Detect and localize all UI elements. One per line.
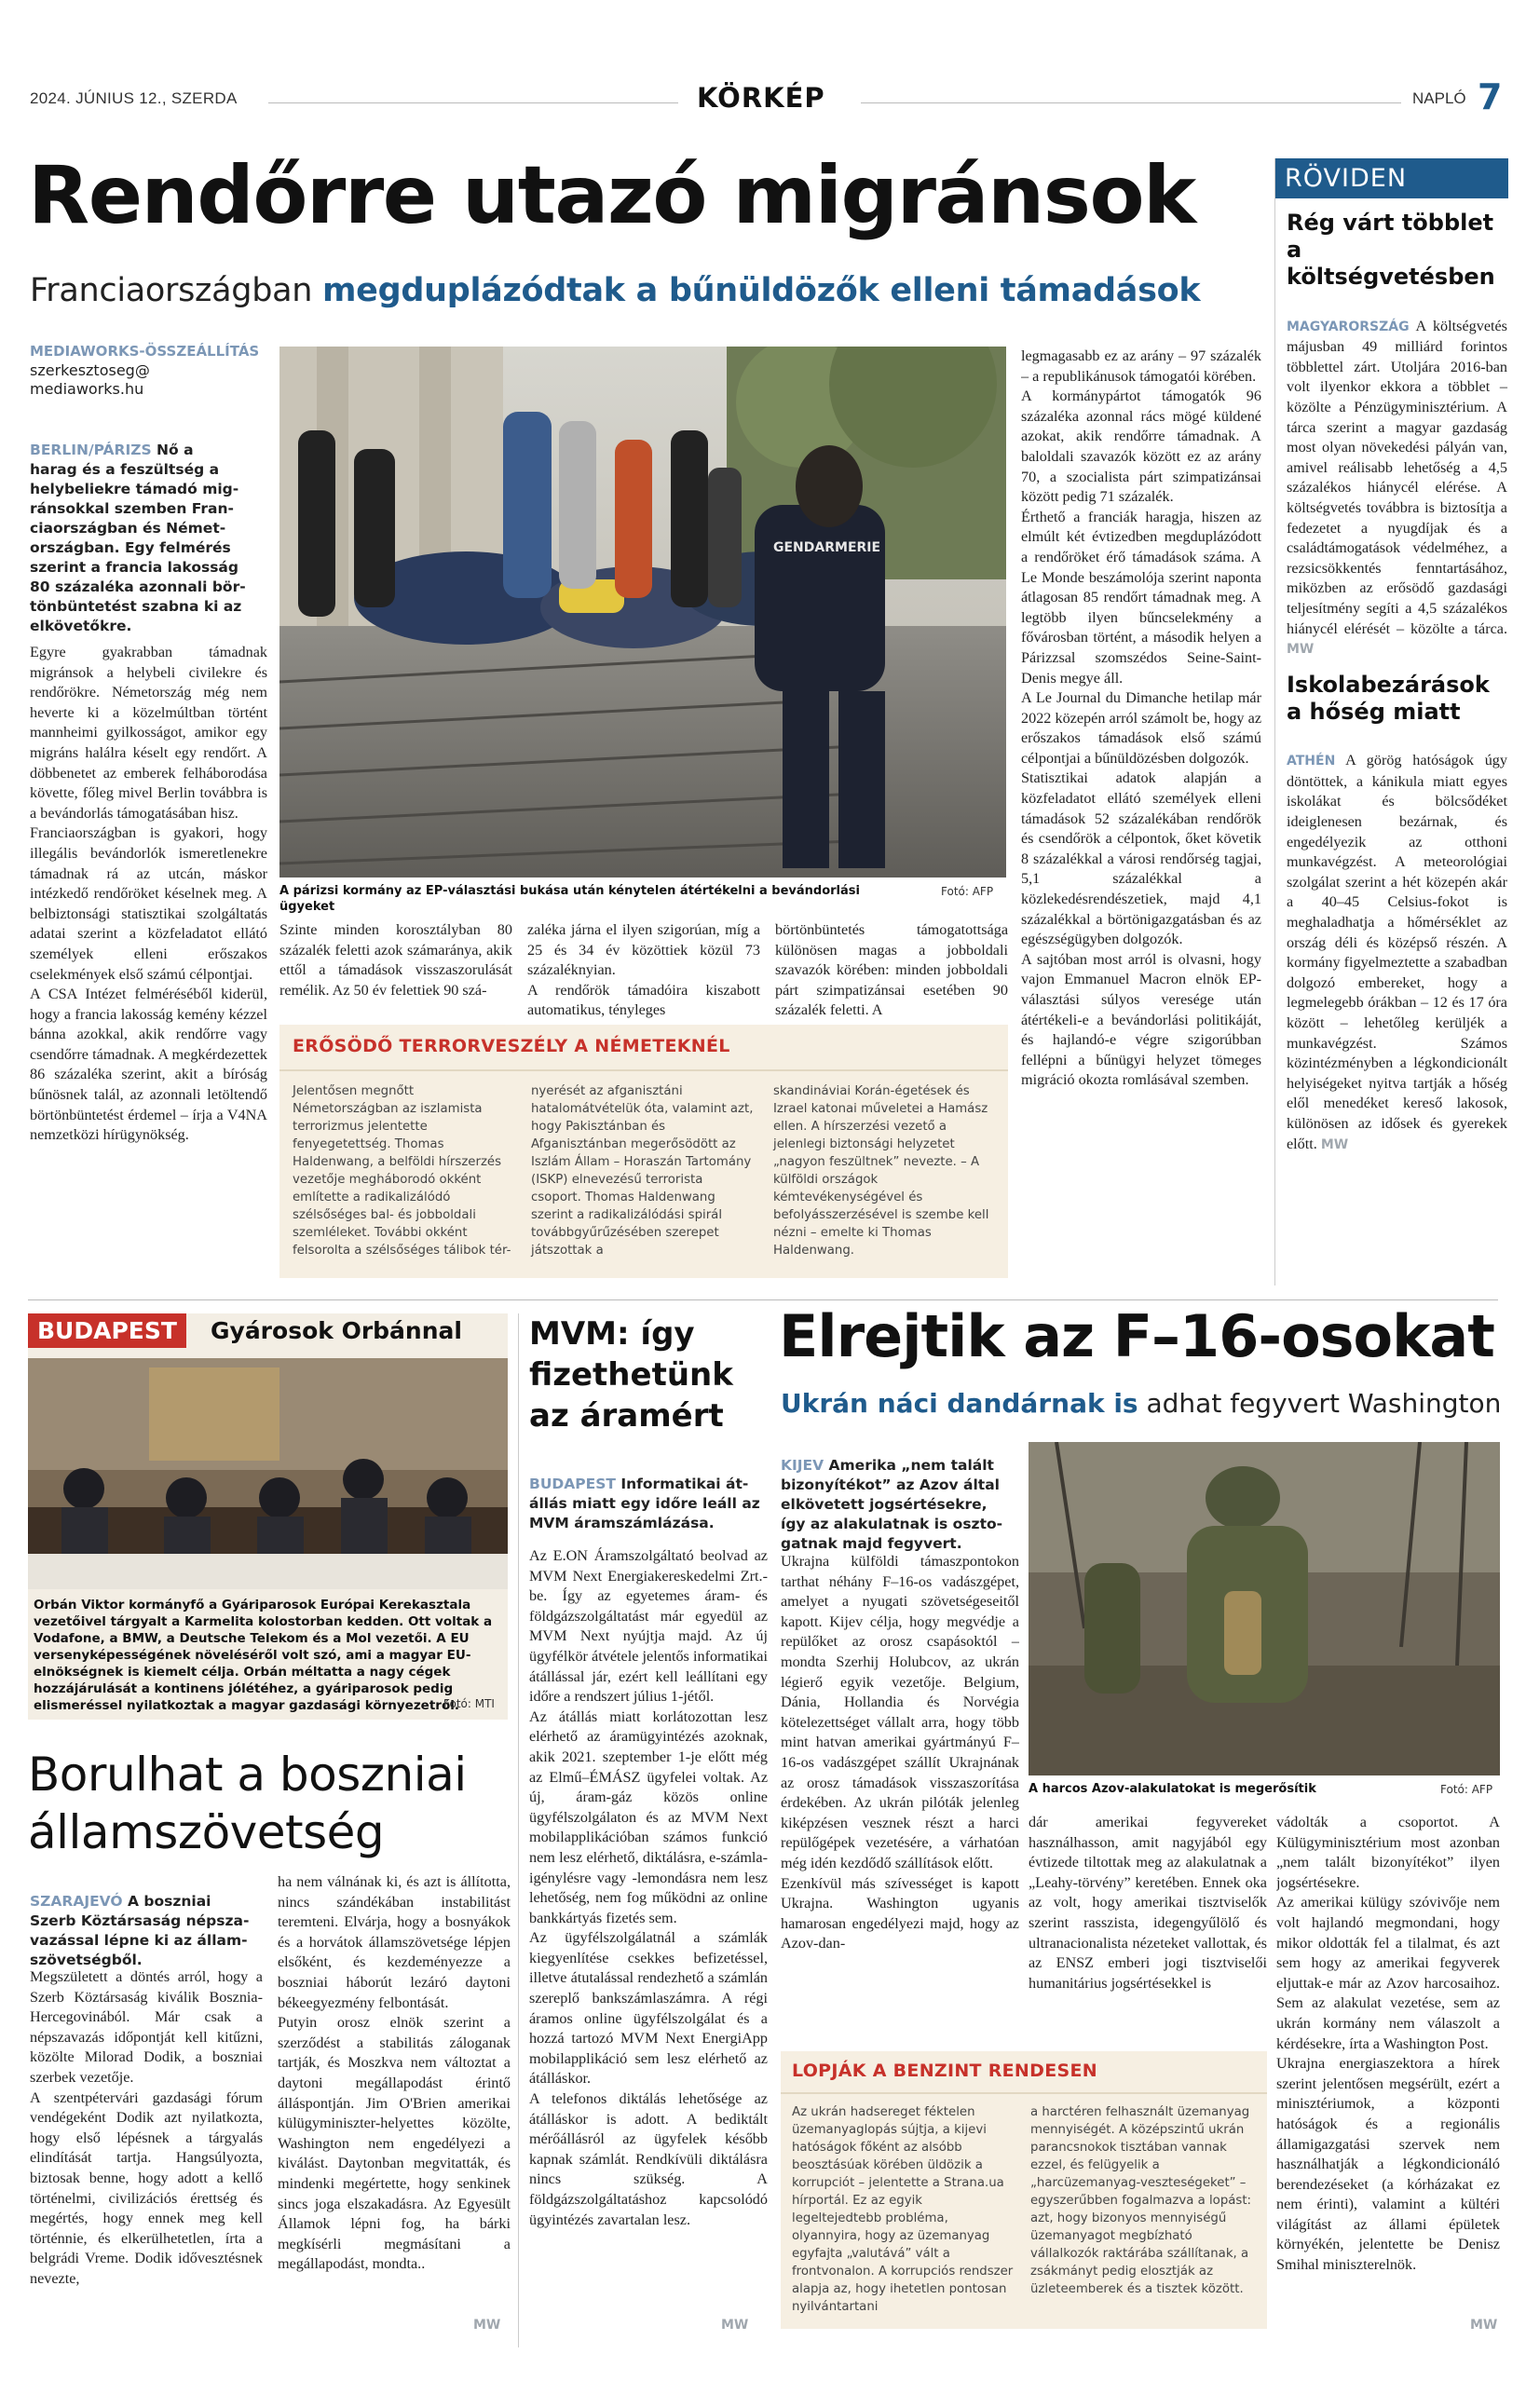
budapest-credit: Fotó: MTI — [443, 1697, 495, 1710]
budapest-title: Gyárosok Orbánnal — [211, 1317, 462, 1344]
header-date: 2024. JÚNIUS 12., SZERDA — [30, 89, 238, 107]
main-lead — [30, 421, 267, 636]
f16-lead — [781, 1436, 1018, 1554]
budapest-caption: Orbán Viktor kormányfő a Gyáriparosok Európai Kerekasztala vezetőivel tárgyalt a Karmelita kolostorban kedden. Ott voltak a Vodafone, a BMW, a Deutsche Telekom és a Mol vezetői. A EU versenyképességének növeléséről volt szó, ami a magyar EU-elnökségnek is kiemelt célja. Orbán méltatta a nagy cégek hozzájárulását a kontinens jólétéhez, a gyáriparosok pedig elismeréssel nyilatkoztak a magyar gazdasági környezetről. — [34, 1598, 493, 1713]
fuel-box-col2: a harctéren felhasznált üzemanyag mennyiségét. A középszintű ukrán parancsnokok tisztában vannak ezzel, és felügyelik a „harcüzemanyag-veszteségeket” – egyszerűbben fogalmazva a lopást: azt, hogy bizonyos mennyiségű üzemanyagot megbízható vállalkozók raktárába szállítanak, a zsákmányt pedig elosztják az üzleteemberek és a tisztek között. — [1030, 2105, 1252, 2296]
roviden-head-1: Rég várt többlet a költségvetésben — [1287, 210, 1495, 290]
main-subtitle-blue: megduplázódtak a bűnüldözők elleni támadások — [321, 272, 1201, 309]
f16-dateline: KIJEV — [781, 1457, 824, 1474]
bosnia-title: Borulhat a boszniai államszövetség — [28, 1748, 467, 1859]
mvm-body: Az E.ON Áramszolgáltató beolvad az MVM Next Energiakereskedelmi Zrt.-be. Így az egyetemes áram- és földgázszolgáltatást már egyedül az MVM Next nyújtja majd. Az új ügyfélkör átvétele jelentős informatikai átállással jár, ezért kell leállítani egy időre a rendszert július 1-jétől. Az átállás miatt korlátozottan lesz elérhető az áramügyintézés azoknak, akik 2021. szeptember 1-je előtt még az Elmű–ÉMÁSZ ügyfelei voltak. Az új, áram-gáz közös online ügyfélszolgálaton és az MVM Next mobilapplikációban számos funkció nem lesz elérhető, diktálásra, e-számla-igénylésre vagy -lemondásra nem lesz lehetőség, nem fog működni az online bankkártyás fizetés sem. Az ügyfélszolgálatnál a számlák kiegyenlítése csekkes befizetéssel, illetve átutalással rendezhető a számlán szereplő bankszámlaszámra. A régi áramos online ügyfélszolgálat és a hozzá tartozó MVM Next EnergiApp mobilapplikáció sem lesz elérhető az átálláskor. A telefonos diktálás lehetősége az átálláskor is adott. A bediktált mérőállásról az ügyfelek később kapnak számlát. Rendkívüli diktálásra nincs szükség. A földgázszolgáltatáshoz kapcsolódó ügyintézés zavartalan lesz. — [529, 1547, 768, 2228]
f16-subtitle-blue: Ukrán náci dandárnak is — [781, 1388, 1138, 1419]
bosnia-dateline: SZARAJEVÓ — [30, 1893, 123, 1910]
f16-subtitle — [781, 1388, 1501, 1419]
lead-text: Nő a harag és a feszültség a helybeliekre támadó mig- ránsokkal szemben Fran- ciaországban és Német- országban. Egy felmérés szerint a francia lakosság 80 százaléka azonnali bör- tönbüntetést szabna ki az elkövetőkre. — [30, 442, 246, 634]
f16-col-2: dár amerikai fegyvereket használhasson, amit nagyjából egy évtizede tiltottak meg az alakulatnak a „Leahy-törvény” keretében. Ennek oka az volt, hogy amerikai tisztviselők szerint rasszista, idegengyűlölő és ultranacionalista nézeteket vallottak, és az ENSZ emberi jogi tisztviselői humanitárius jogsértésekkel is — [1029, 1814, 1267, 1992]
main-headline: Rendőrre utazó migránsok — [28, 149, 1195, 242]
mvm-title: MVM: így fizethetünk az áramért — [529, 1315, 733, 1435]
terror-box-rule — [279, 1069, 1008, 1071]
page-number: 7 — [1478, 76, 1503, 117]
main-photo-caption: A párizsi kormány az EP-választási bukása után kénytelen átértékelni a bevándorlási ügyeket — [279, 884, 860, 914]
mvm-mw: MW — [721, 2318, 749, 2333]
mvm-divider — [518, 1313, 519, 2347]
terror-box-col2: nyerését az afganisztáni hatalomátvételük óta, valamint azt, hogy Pakisztánban és Afganisztánban megerősödött az Iszlám Állam – Horaszán Tartomány (ISKP) elnevezésű terrorista csoport. Thomas Haldenwang szerint a radikalizálódási spirál továbbgyűrűzésében szerepet játszottak a — [531, 1084, 754, 1258]
bosnia-col-2: ha nem válnának ki, és azt is állította, nincs szándékában instabilitást teremteni. Elvárja, hogy a bosnyákok és a horvátok államszövetsége lépjen elsőként, és kezdeményezze a boszniai háborút lezáró daytoni békeegyezmény felbontását. Putyin orosz elnök szerint a szerződést a stabilitás záloganak tartják, és Moszkva nem változtat a daytoni megállapodást érintő álláspontján. Jim O'Brien amerikai külügyminiszter-helyettes közölte, Washington nem engedélyezi a kiválást. Daytonban megvitatták, és mindenki megértette, hogy senkinek sincs joga elszakadásra. Az Egyesült Államok lépni fog, ha bárki megkísérli megmásítani a megállapodást, mondta.. — [278, 1873, 511, 2273]
bosnia-mw: MW — [473, 2318, 501, 2333]
header-rule-right — [861, 102, 1401, 103]
paper-name: NAPLÓ — [1412, 89, 1466, 107]
roviden-body-1: A költségvetés májusban 49 milliárd forintos többlettel zárt. Utoljára 2016-ban volt ilyenkor ekkora a többlet – közölte a Pénzügyminisztérium. A tárca szerint a magyar gazdaság most olyan növekedési pályán van, amivel reálisabb lehetőség a 4,5 százalékos hiánycél elérése. A költségvetés továbbra is biztosítja a fedezetet a nyugdíjak és a családtámogatások védelméhez, a rezsicsökkentés fenntartásához, miközben az erősödő gazdasági teljesítmény segíti a 4,5 százalékos hiánycél elérését – közölte a tárca. — [1287, 317, 1507, 637]
main-photo-credit: Fotó: AFP — [941, 885, 994, 898]
f16-photo — [1029, 1442, 1500, 1775]
terror-box-head: ERŐSÖDŐ TERRORVESZÉLY A NÉMETEKNÉL — [293, 1036, 730, 1056]
gendarmerie-label: GENDARMERIE — [773, 540, 881, 555]
budapest-box — [28, 1313, 508, 1720]
fuel-box — [781, 2051, 1267, 2329]
main-col-2: Szinte minden korosztályban 80 százalék feletti azok számaránya, akik ettől a támadások visszaszorulását remélik. Az 50 év felettiek 90 szá- — [279, 921, 512, 999]
f16-lead-text: Amerika „nem talált bizonyítékot” az Azov által elkövetett jogsértésekre, így az alakulatnak is oszto- gatnak majd fegyvert. — [781, 1457, 1003, 1552]
main-col-1: Egyre gyakrabban támadnak migránsok a helybeli civilekre és rendőrökre. Németország még nem heverte ki a közelmúltban történt mannheimi gyilkosságot, amikor egy migráns halálra késelt egy rendőrt. A döbbenetet az emberek felháborodása követte, főleg mivel Berlin továbbra is a bevándorlás támogatásában hisz. Franciaországban is gyakori, hogy illegális bevándorlók ismeretlenekre támadnak rá az utcán, máskor intézkedő rendőröket késelnek meg. A belbiztonsági statisztikai szolgáltatás adatai szerint a közfeladatot ellátó személyek elleni erőszakos cselekmények első számú célpontjai. A CSA Intézet felméréséből kiderül, hogy a francia lakosság kemény kézzel bánna azokkal, akik rendőrre vagy csendőrre támadnak. A megkérdezettek 86 százaléka szerint, akit a bíróság bűnösnek talál, az azonnali letöltendő börtönbüntetést érdemel – írja a V4NA nemzetközi hírügynökség. — [30, 644, 267, 1144]
f16-photo-caption: A harcos Azov-alakulatokat is megerősítik — [1029, 1782, 1316, 1796]
byline-name: MEDIAWORKS-ÖSSZEÁLLÍTÁS — [30, 343, 260, 360]
azov-soldier-photo — [1029, 1442, 1500, 1775]
roviden-mw-2: MW — [1320, 1136, 1349, 1152]
roviden-sidebar — [1274, 158, 1507, 1286]
header-rule-left — [268, 102, 678, 103]
fuel-box-col1: Az ukrán hadsereget féktelen üzemanyaglopás sújtja, a kijevi hatóságok főként az alsóbb beosztásúak körében üldözik a korrupciót – jelentette a Strana.ua hírportál. Ez az egyik legeltejedtebb probléma, olyannyira, hogy az üzemanyag egyfajta „valutává” vált a frontvonalon. A korrupciós rendszer alapja az, hogy ihetetlen pontosan nyilvántartani — [792, 2105, 1014, 2314]
roviden-head-2: Iskolabezárások a hőség miatt — [1287, 671, 1490, 725]
migrants-police-photo — [279, 347, 1006, 877]
budapest-photo — [28, 1358, 508, 1589]
f16-col-1: Ukrajna külföldi támaszpontokon tarthat néhány F–16-os vadászgépet, amelyet a nyugati szövetségeseitől kapott. Kijev célja, hogy megvédje a repülőket az orosz csapásoktól – mondta Szerhij Holubcov, az ukrán légierő egyik vezetője. Belgium, Dánia, Hollandia és Norvégia kötelezettséget vállalt arra, hogy több mint hatvan amerikai gyártmányú F–16-os vadászgépet szállít Ukrajnának az orosz támadások visszaszorítása érdekében. Az ukrán pilóták jelenleg kiképzésen vesznek részt a harci repülőgépek vezetésére, a várhatóan még idén kezdődő szállítások előtt. Ezenkívül más szívességet is kapott Ukrajna. Washington ugyanis hamarosan engedélyezi majd, hogy az Azov-dan- — [781, 1553, 1019, 1952]
meeting-photo — [28, 1358, 508, 1589]
roviden-text-2 — [1287, 731, 1507, 1155]
main-col-4: börtönbüntetés támogatottsága különösen magas a jobboldali szavazók körében: minden jobboldali párt szimpatizánsai esetében 90 százalék feletti. A — [775, 921, 1008, 1019]
terror-box-col1: Jelentősen megnőtt Németországban az iszlamista terrorizmus jelentette fenyegetettség. Thomas Haldenwang, a belföldi hírszerzés vezetője megháborodó okként említette a radikalizálódó szélsőséges bal- és jobboldali szemléleket. További okként felsorolta a szélsőséges tálibok tér- — [293, 1084, 511, 1258]
f16-col-3: vádolták a csoportot. A Külügyminisztérium most azonban „nem talált bizonyítékot” ilyen jogsértésekre. Az amerikai külügy szóvivője nem volt hajlandó megmondani, hogy mikor oldották fel a tilalmat, és azt sem hogy az amerikai fegyverek eljuttak-e már az Azov harcosaihoz. Sem az alakulat vezetése, sem az ukrán kormány nem válaszolt a kérdésekre, írta a Washington Post. Ukrajna energiaszektora a hírek szerint jelentősen megsérült, ezért a minisztériumok, a központi hatóságok és a regionális államigazgatási szervek nem használhatják a légkondicionáló berendezéseket (a kórházakat ez nem érinti), valamint a kültéri világítást az állami épületek környékén, jelentette be Denisz Smihal miniszterelnök. — [1276, 1814, 1500, 2274]
roviden-text-1 — [1287, 296, 1507, 660]
f16-mw: MW — [1470, 2318, 1498, 2333]
f16-photo-credit: Fotó: AFP — [1440, 1783, 1493, 1796]
terror-box — [279, 1025, 1008, 1278]
main-subtitle — [30, 272, 1200, 309]
fuel-box-rule — [781, 2092, 1267, 2094]
bosnia-col-1: Megszületett a döntés arról, hogy a Szerb Köztársaság kiválik Bosznia-Hercegovinából. Már csak a népszavazás időpontját kell kitűzni, közölte Milorad Dodik, a boszniai szerbek vezetője. A szentpétervári gazdasági fórum vendégeként Dodik azt nyilatkozta, hogy első lépésnek a tárgyalás elindítását tartja. Hangsúlyozta, biztosak benne, hogy adott a kellő történelmi, civilizációs érettség és megértés, hogy ennek meg kell történnie, és elkerülhetetlen, írta a belgrádi Vreme. Dodik idővesztésnek nevezte, — [30, 1968, 263, 2287]
terror-box-col3: skandináviai Korán-égetések és Izrael katonai műveletei a Hamász ellen. A hírszerzési vezető a jelenlegi biztonsági helyzetet „nagyon feszültnek” nevezte. – A külföldi országok kémtevékenységével és befolyásszerzésével is szembe kell nézni – emelte ki Thomas Haldenwang. — [773, 1084, 989, 1258]
section-label: KÖRKÉP — [697, 82, 825, 114]
main-col-5: legmagasabb ez az arány – 97 százalék – a republikánusok támogatói körében. A kormánypártot támogatók 96 százaléka azonnal rács mögé küldené azokat, akik rendőrre támadnak. A baloldali szavazók között ez az arány 70, a szocialista párt szimpatizánsai között pedig 71 százalék. Érthető a franciák haragja, hiszen az elmúlt két évtizedben megduplázódott a rendőröket érő támadások száma. A Le Monde beszámolója szerint naponta átlagosan 85 rendőrt támadnak meg. A legtöbb ilyen bűncselekmény a fővárosban történt, a második helyen a Párizzsal szomszédos Seine-Saint-Denis megye áll. A Le Journal du Dimanche hetilap már 2022 közepén arról számolt be, hogy az erőszakos támadások első számú célpontjai a bűnüldözésben dolgozók. Statisztikai adatok alapján a közfeladatot ellátó személyek elleni támadások 52 százalékában rendőrök és csendőrök a célpontok, őket követik 8 százalékkal a városi rendőrség tagjai, 5,1 százalékkal a közlekedésrendészetiek, majd 4,1 százalékkal a börtönigazgatásban és az egészségügyben dolgozók. A sajtóban most arról is olvasni, hogy vajon Emmanuel Macron elnök EP-választási súlyos veresége után átértékeli-e a bevándorlási politikáját, és hajlandó-e végre szigorúbban fellépni a bűnügyi helyzet tömeges migráció okozta romlásával szemben. — [1021, 347, 1261, 1089]
bosnia-lead — [30, 1872, 263, 1970]
roviden-dateline-2: ATHÉN — [1287, 754, 1336, 769]
bosnia-lead-text: A boszniai Szerb Köztársaság népsza- vazással lépne ki az állam- szövetségből. — [30, 1893, 250, 1968]
mvm-dateline: BUDAPEST — [529, 1476, 616, 1492]
roviden-label: RÖVIDEN — [1275, 158, 1508, 198]
main-subtitle-plain: Franciaországban — [30, 272, 322, 309]
budapest-tag: BUDAPEST — [28, 1313, 186, 1348]
main-col-3: zaléka járna el ilyen szigorúan, míg a 25 és 34 év közöttiek közül 73 százaléknyian. A rendőrök támadóira kiszabott automatikus, tényleges — [527, 921, 760, 1019]
lead-dateline: BERLIN/PÁRIZS — [30, 442, 152, 458]
mid-divider — [28, 1299, 1498, 1300]
mvm-lead — [529, 1455, 767, 1533]
roviden-body-2: A görög hatóságok úgy döntöttek, a kánikula miatt egyes iskolákat és bölcsődéket ideiglenesen bezárnak, és engedélyezik az otthoni munkavégzést. A meteorológiai szolgálat szerint a hét közepén akár a 40–45 Celsius-fokot is meghaladhatja a hőmérséklet az ország déli és középső részén. A kormány figyelmeztette a szabadban dolgozó embereket, hogy a legmelegebb órákban – 12 és 17 óra között – lehetőleg kerüljék a munkavégzést. Számos közintézményben a légkondicionált helyiségeket nyitva tartják a hőség elől menedéket kereső lakosok, különösen az idősek és gyerekek előtt. — [1287, 752, 1507, 1152]
f16-subtitle-plain: adhat fegyvert Washington — [1138, 1388, 1502, 1419]
f16-title: Elrejtik az F–16-osokat — [779, 1302, 1494, 1370]
fuel-box-head: LOPJÁK A BENZINT RENDESEN — [792, 2061, 1097, 2081]
roviden-dateline-1: MAGYARORSZÁG — [1287, 319, 1410, 334]
roviden-mw-1: MW — [1287, 642, 1315, 658]
byline-email: szerkesztoseg@ mediaworks.hu — [30, 361, 150, 398]
main-photo — [279, 347, 1006, 877]
mvm-lead-text: Informatikai át- állás miatt egy időre leáll az MVM áramszámlázása. — [529, 1476, 760, 1531]
